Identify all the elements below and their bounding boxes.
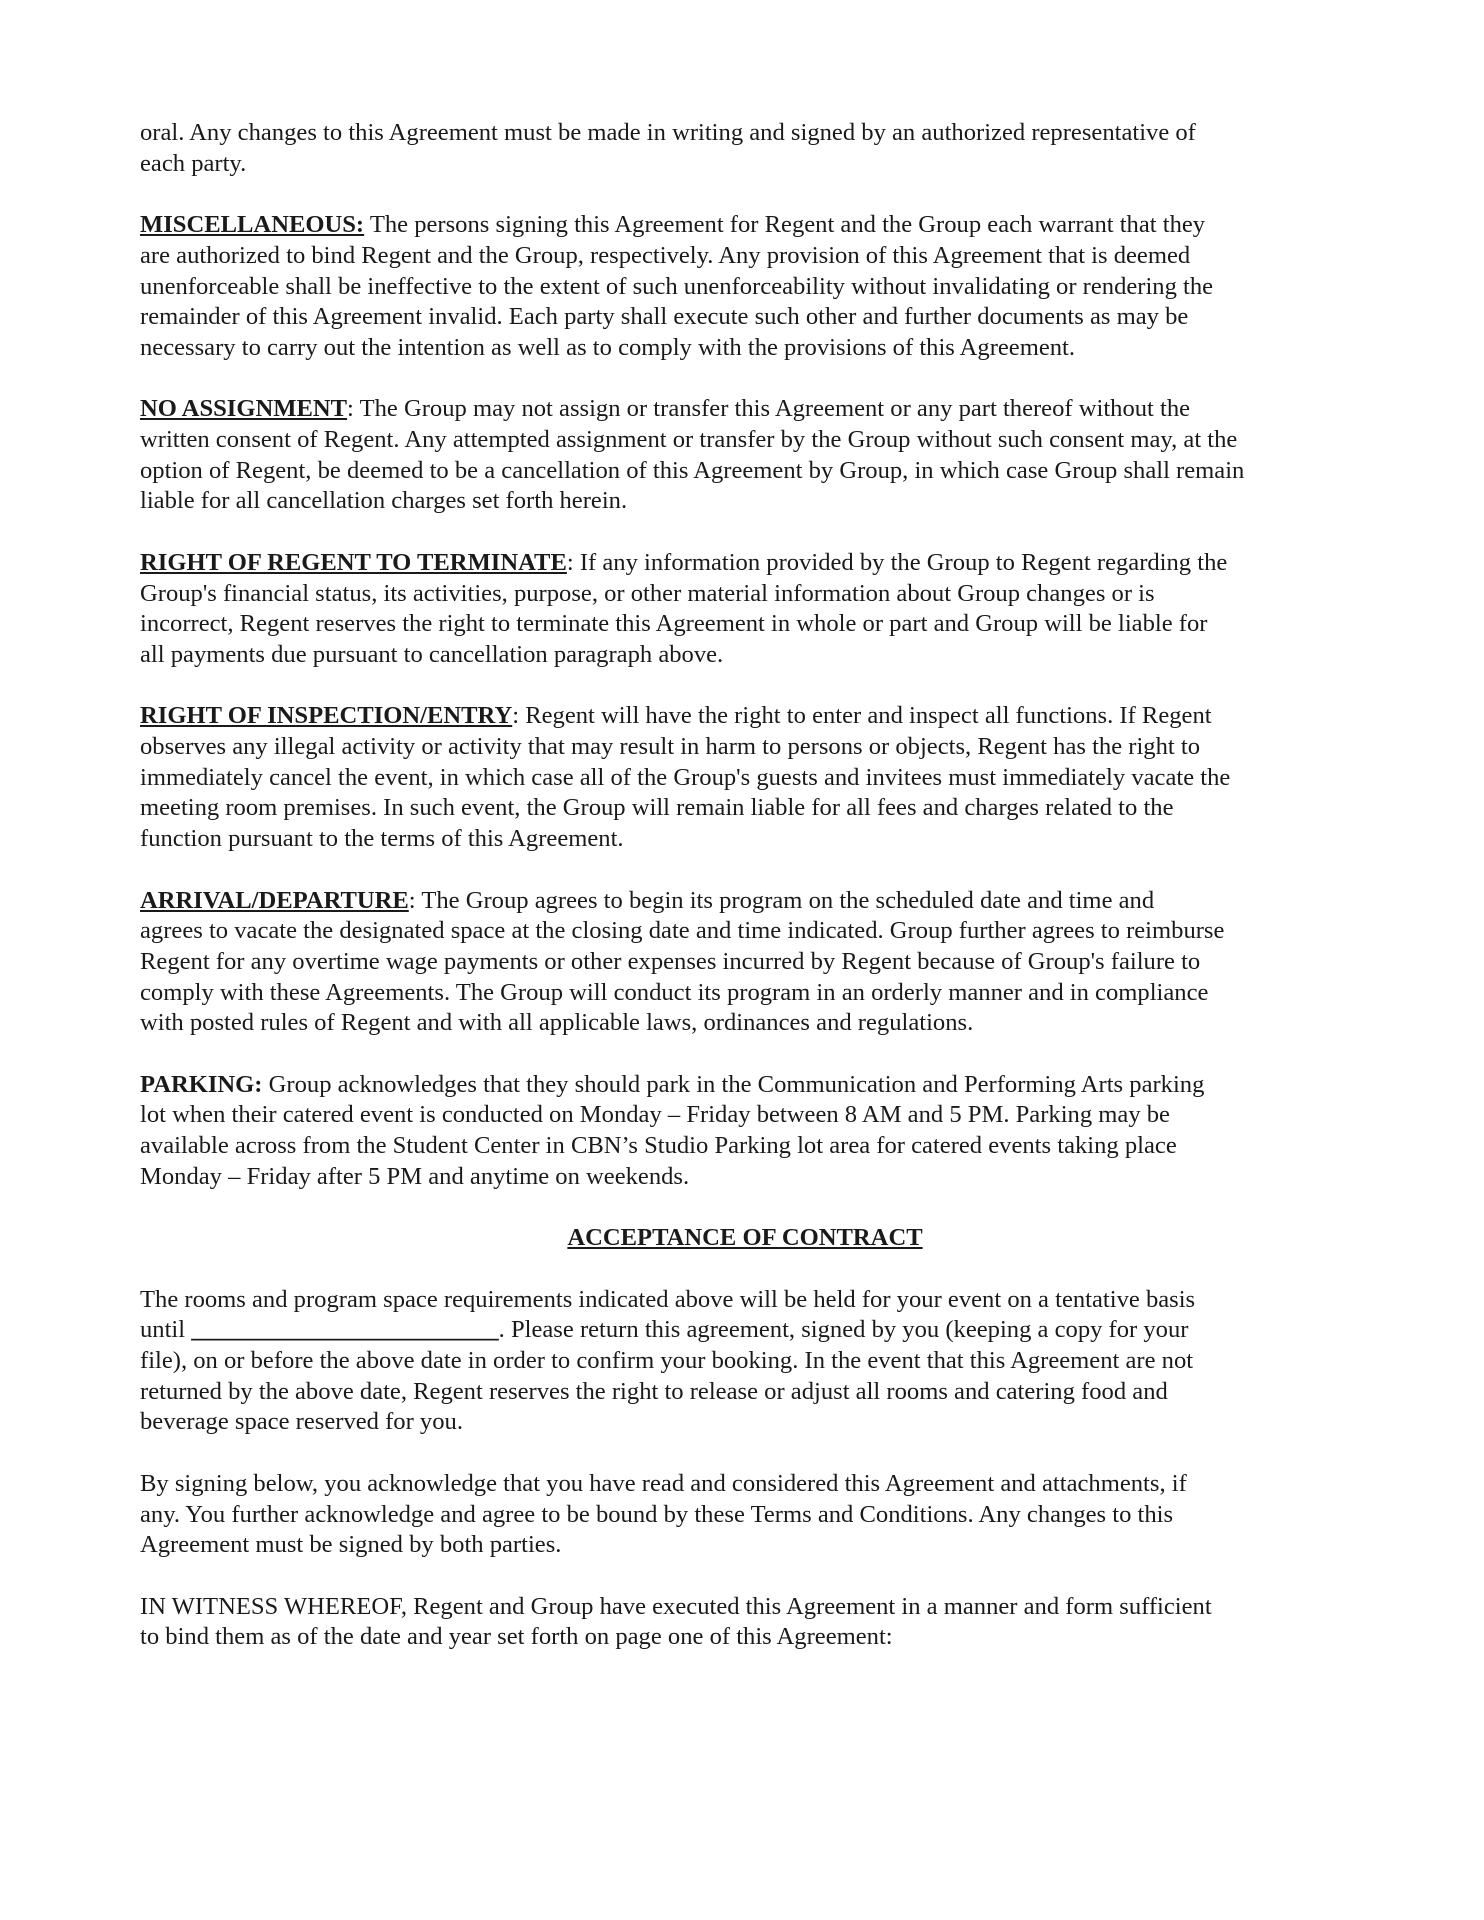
paragraph-no-assignment-text: : The Group may not assign or transfer this Agreement or any part thereof without the written consent of Regent. Any attempted assignment or transfer by the Group without such consent may, at the option of Regent, be deemed to be a cancellation of this Agreement by Group, in which case Group shall remain liable for all cancellation charges set forth herein. (140, 395, 1245, 515)
paragraph-arrival-departure-text: : The Group agrees to begin its program on the scheduled date and time and agrees to vacate the designated space at the closing date and time indicated. Group further agrees to reimburse Regent for any overtime wage payments or other expenses incurred by Regent because of Group's failure to comply with these Agreements. The Group will conduct its program in an orderly manner and in compliance with posted rules of Regent and with all applicable laws, ordinances and regulations. (140, 886, 1225, 1037)
paragraph-rooms-tentative (140, 1285, 1350, 1439)
paragraph-rooms-line1: The rooms and program space requirements indicated above will be held for your event on a tentative basis (140, 1285, 1196, 1313)
paragraph-rooms-rest: . Please return this agreement, signed by you (keeping a copy for your file), on or before the above date in order to confirm your booking. In the event that this Agreement are not returned by the above date, Regent reserves the right to release or adjust all rooms and catering food and beverage space reserved for you. (140, 1316, 1194, 1436)
paragraph-inspection-entry (140, 701, 1350, 855)
paragraph-parking (140, 1070, 1350, 1193)
date-blank-line[interactable]: _________________________ (191, 1316, 499, 1344)
paragraph-inspection-entry-text: : Regent will have the right to enter and inspect all functions. If Regent observes any illegal activity or activity that may result in harm to persons or objects, Regent has the right to immediately cancel the event, in which case all of the Group's guests and invitees must immediately vacate the meeting room premises. In such event, the Group will remain liable for all fees and charges related to the function pursuant to the terms of this Agreement. (140, 702, 1231, 853)
paragraph-right-to-terminate (140, 548, 1350, 671)
paragraph-signing-text: By signing below, you acknowledge that you have read and considered this Agreement and attachments, if any. You further acknowledge and agree to be bound by these Terms and Conditions. Any changes to this Agreement must be signed by both parties. (140, 1469, 1187, 1559)
paragraph-rooms-until: until (140, 1316, 192, 1344)
document-page (140, 118, 1350, 1684)
paragraph-signing-below (140, 1469, 1350, 1561)
paragraph-oral (140, 118, 1350, 179)
paragraph-miscellaneous-text: The persons signing this Agreement for Regent and the Group each warrant that they are authorized to bind Regent and the Group, respectively. Any provision of this Agreement that is deemed unenforceable shall be ineffective to the extent of such unenforceability without invalidating or rendering the remainder of this Agreement invalid. Each party shall execute such other and further documents as may be necessary to carry out the intention as well as to comply with the provisions of this Agreement. (140, 211, 1214, 361)
paragraph-arrival-departure (140, 886, 1350, 1040)
heading-no-assignment: NO ASSIGNMENT (140, 395, 348, 423)
paragraph-witness-text: IN WITNESS WHEREOF, Regent and Group have executed this Agreement in a manner and form sufficient to bind them as of the date and year set forth on page one of this Agreement: (140, 1592, 1212, 1651)
paragraph-parking-text: Group acknowledges that they should park in the Communication and Performing Arts parking lot when their catered event is conducted on Monday – Friday between 8 AM and 5 PM. Parking may be available across from the Student Center in CBN’s Studio Parking lot area for catered events taking place Monday – Friday after 5 PM and anytime on weekends. (140, 1070, 1205, 1190)
heading-inspection-entry: RIGHT OF INSPECTION/ENTRY (140, 702, 513, 730)
paragraph-oral-text: oral. Any changes to this Agreement must be made in writing and signed by an authorized representative of each party. (140, 119, 1196, 177)
paragraph-miscellaneous (140, 210, 1350, 364)
acceptance-of-contract-title: ACCEPTANCE OF CONTRACT (567, 1224, 923, 1252)
paragraph-no-assignment (140, 394, 1350, 517)
heading-arrival-departure: ARRIVAL/DEPARTURE (140, 886, 409, 914)
heading-right-to-terminate: RIGHT OF REGENT TO TERMINATE (140, 548, 567, 576)
heading-parking: PARKING: (140, 1070, 263, 1098)
heading-miscellaneous: MISCELLANEOUS: (140, 211, 365, 239)
paragraph-in-witness-whereof (140, 1592, 1350, 1653)
paragraph-right-to-terminate-text: : If any information provided by the Group to Regent regarding the Group's financial status, its activities, purpose, or other material information about Group changes or is incorrect, Regent reserves the right to terminate this Agreement in whole or part and Group will be liable for all payments due pursuant to cancellation paragraph above. (140, 548, 1228, 668)
